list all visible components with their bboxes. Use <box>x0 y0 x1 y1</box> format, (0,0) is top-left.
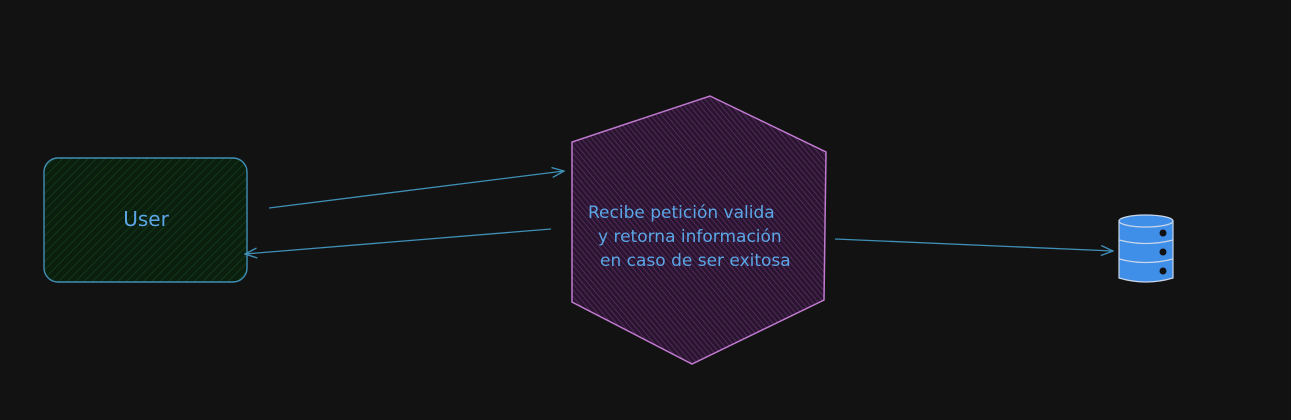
database-icon[interactable] <box>1119 215 1173 282</box>
database-icon-dot-1 <box>1160 230 1167 237</box>
service-node[interactable] <box>572 96 826 364</box>
database-icon-dot-3 <box>1160 268 1167 275</box>
database-icon-dot-2 <box>1160 249 1167 256</box>
service-node-line-1: Recibe petición valida <box>588 203 775 223</box>
user-node-label: User <box>123 207 169 231</box>
arrow-service-to-user <box>245 229 551 254</box>
database-icon-top <box>1119 215 1173 227</box>
service-node-line-3: en caso de ser exitosa <box>600 251 791 271</box>
arrow-user-to-service <box>269 171 564 208</box>
arrow-service-to-database <box>835 239 1113 251</box>
user-node[interactable] <box>44 158 247 282</box>
service-node-line-2: y retorna información <box>598 227 782 247</box>
